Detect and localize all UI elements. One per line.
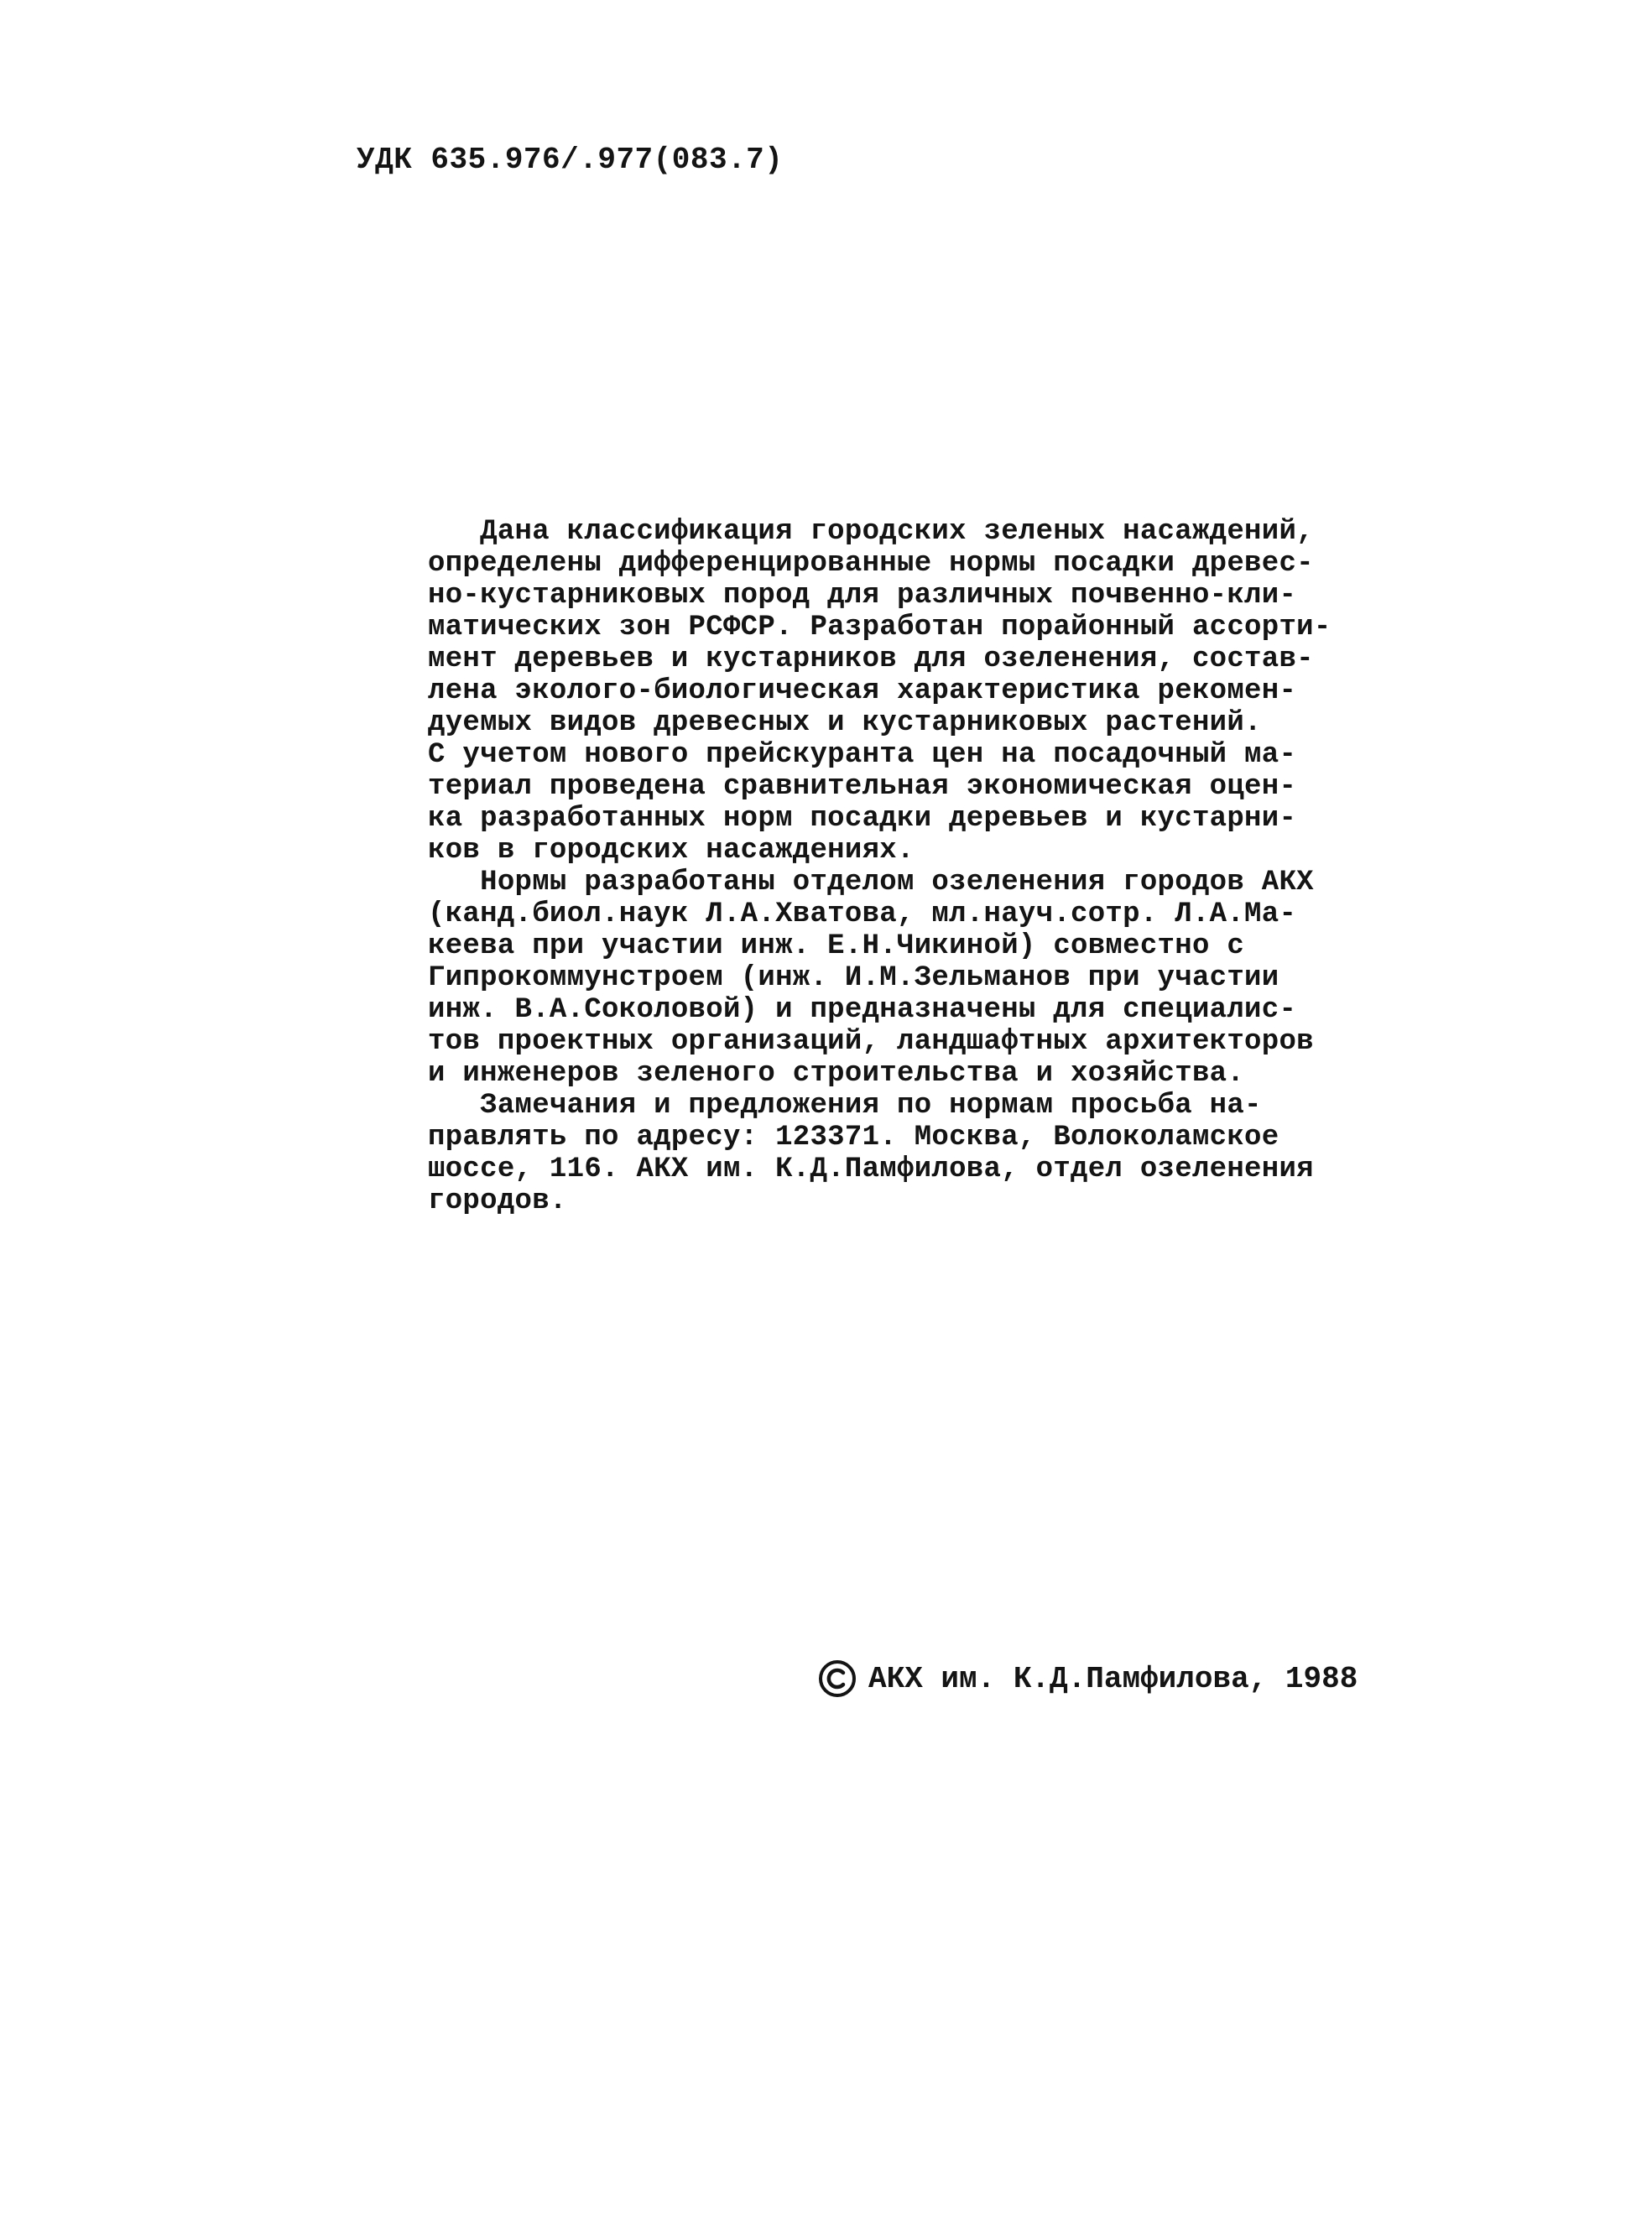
annotation-line: правлять по адресу: 123371. Москва, Волоколамское — [428, 1122, 1279, 1153]
annotation-line: ка разработанных норм посадки деревьев и кустарни- — [428, 803, 1297, 835]
annotation-line: Дана классификация городских зеленых насаждений, — [428, 516, 1314, 548]
annotation-line: Нормы разработаны отделом озеленения городов АКХ — [428, 867, 1314, 898]
annotation-line: но-кустарниковых пород для различных почвенно-кли- — [428, 580, 1297, 612]
annotation-line: определены дифференцированные нормы посадки древес- — [428, 548, 1314, 580]
annotation-line: шоссе, 116. АКХ им. К.Д.Памфилова, отдел озеленения — [428, 1153, 1314, 1185]
annotation-line: инж. В.А.Соколовой) и предназначены для специалис- — [428, 994, 1297, 1026]
copyright-notice — [818, 1659, 1358, 1698]
copyright-text: АКХ им. К.Д.Памфилова, 1988 — [868, 1661, 1358, 1696]
annotation-line: тов проектных организаций, ландшафтных архитекторов — [428, 1026, 1314, 1058]
annotation-line: и инженеров зеленого строительства и хозяйства. — [428, 1058, 1245, 1090]
annotation-line: Замечания и предложения по нормам просьба на- — [428, 1090, 1262, 1122]
annotation-line: кеева при участии инж. Е.Н.Чикиной) совместно с — [428, 930, 1245, 962]
annotation-line: Гипрокоммунстроем (инж. И.М.Зельманов при участии — [428, 962, 1279, 994]
annotation-text — [428, 516, 1418, 1217]
annotation-line: ков в городских насаждениях. — [428, 835, 915, 867]
annotation-line: С учетом нового прейскуранта цен на посадочный ма- — [428, 739, 1297, 771]
annotation-line: дуемых видов древесных и кустарниковых растений. — [428, 707, 1262, 739]
annotation-line: матических зон РСФСР. Разработан порайонный ассорти- — [428, 612, 1332, 643]
annotation-line: городов. — [428, 1185, 567, 1217]
annotation-line: териал проведена сравнительная экономическая оцен- — [428, 771, 1297, 803]
udc-code: УДК 635.976/.977(083.7) — [357, 143, 784, 177]
annotation-line: мент деревьев и кустарников для озеленения, состав- — [428, 643, 1314, 675]
annotation-line: (канд.биол.наук Л.А.Хватова, мл.науч.сотр. Л.А.Ма- — [428, 898, 1297, 930]
copyright-icon — [818, 1659, 857, 1698]
annotation-line: лена эколого-биологическая характеристика рекомен- — [428, 675, 1297, 707]
